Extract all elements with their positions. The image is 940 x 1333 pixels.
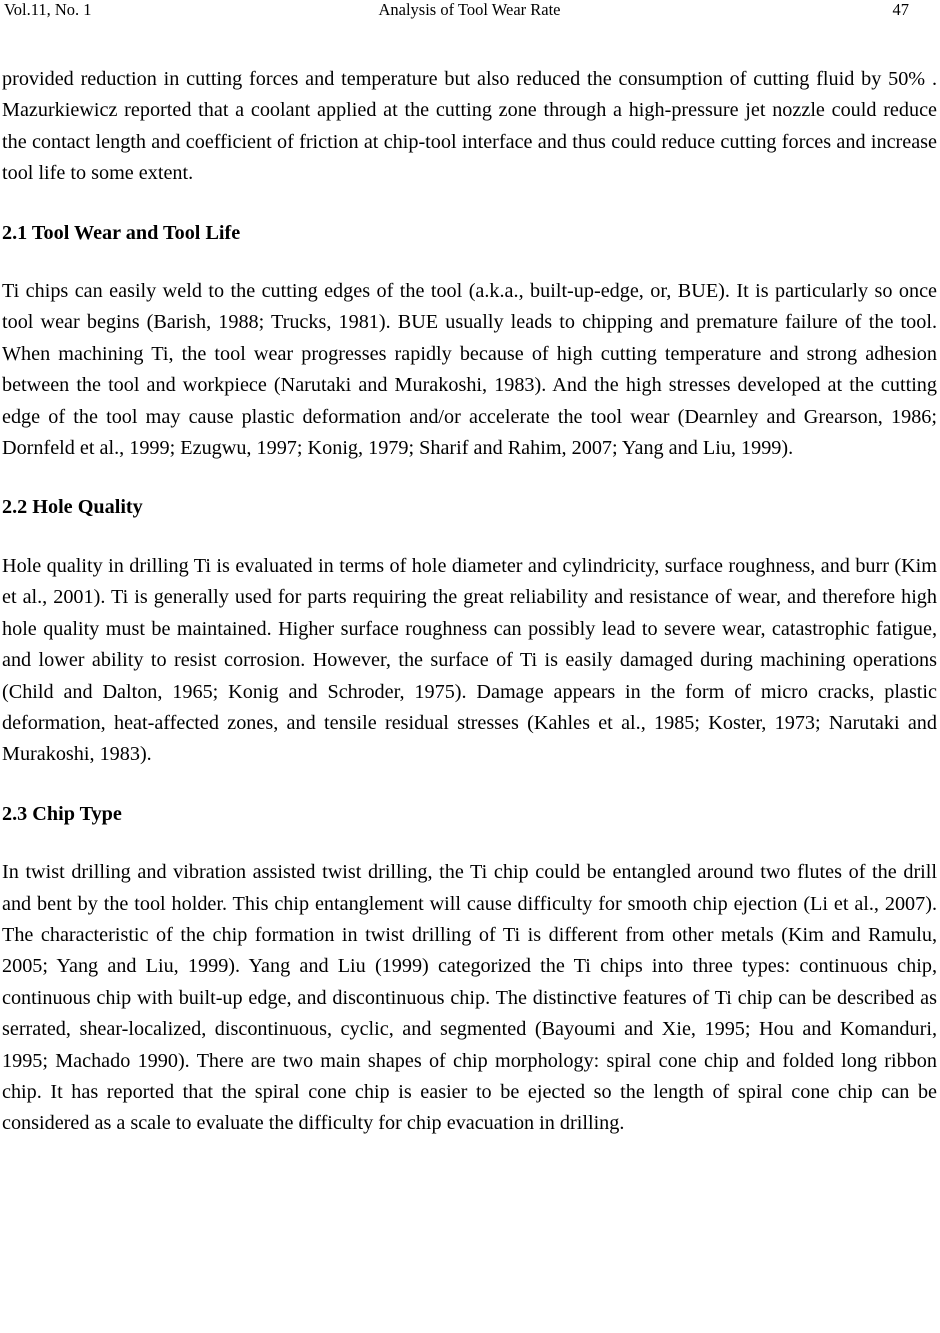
section-heading-tool-wear: 2.1 Tool Wear and Tool Life [2, 221, 241, 244]
section-heading-hole-quality: 2.2 Hole Quality [2, 496, 143, 519]
journal-volume-issue: Vol.11, No. 1 [4, 0, 92, 19]
section-paragraph-chip-type: In twist drilling and vibration assisted twist drilling, the Ti chip could be entangled around two flutes of the drill and bent by the tool holder. This chip entanglement will cause difficulty for smooth chip ejection (Li et al., 2007). The characteristic of the chip formation in twist drilling of Ti is different from other metals (Kim and Ramulu, 2005; Yang and Liu, 1999). Yang and Liu (1999) categorized the Ti chips into three types: continuous chip, continuous chip with built-up edge, and discontinuous chip. The distinctive features of Ti chip can be described as serrated, shear-localized, discontinuous, cyclic, and segmented (Bayoumi and Xie, 1995; Hou and Komanduri, 1995; Machado 1990). There are two main shapes of chip morphology: spiral cone chip and folded long ribbon chip. It has reported that the spiral cone chip is easier to be ejected so the length of spiral cone chip can be considered as a scale to evaluate the difficulty for chip evacuation in drilling. [2, 861, 937, 1135]
section-paragraph-hole-quality: Hole quality in drilling Ti is evaluated in terms of hole diameter and cylindricity, surface roughness, and burr (Kim et al., 2001). Ti is generally used for parts requiring the great reliability and resistance of wear, and therefore high hole quality must be maintained. Higher surface roughness can possibly lead to severe wear, catastrophic fatigue, and lower ability to resist corrosion. However, the surface of Ti is easily damaged during machining operations (Child and Dalton, 1965; Konig and Schroder, 1975). Damage appears in the form of micro cracks, plastic deformation, heat-affected zones, and tensile residual stresses (Kahles et al., 1985; Koster, 1973; Narutaki and Murakoshi, 1983). [2, 554, 937, 766]
running-title: Analysis of Tool Wear Rate [378, 0, 561, 19]
page-number: 47 [892, 0, 909, 19]
running-header [2, 0, 937, 26]
section-paragraph-tool-wear: Ti chips can easily weld to the cutting edges of the tool (a.k.a., built-up-edge, or, BUE). It is particularly so once tool wear begins (Barish, 1988; Trucks, 1981). BUE usually leads to chipping and premature failure of the tool. When machining Ti, the tool wear progresses rapidly because of high cutting temperature and strong adhesion between the tool and workpiece (Narutaki and Murakoshi, 1983). And the high stresses developed at the cutting edge of the tool may cause plastic deformation and/or accelerate the tool wear (Dearnley and Grearson, 1986; Dornfeld et al., 1999; Ezugwu, 1997; Konig, 1979; Sharif and Rahim, 2007; Yang and Liu, 1999). [2, 280, 937, 460]
section-heading-chip-type: 2.3 Chip Type [2, 802, 122, 825]
continued-paragraph: provided reduction in cutting forces and temperature but also reduced the consumption of cutting fluid by 50% . Mazurkiewicz reported that a coolant applied at the cutting zone through a high-pressure jet nozzle could reduce the contact length and coefficient of friction at chip-tool interface and thus could reduce cutting forces and increase tool life to some extent. [2, 68, 937, 185]
